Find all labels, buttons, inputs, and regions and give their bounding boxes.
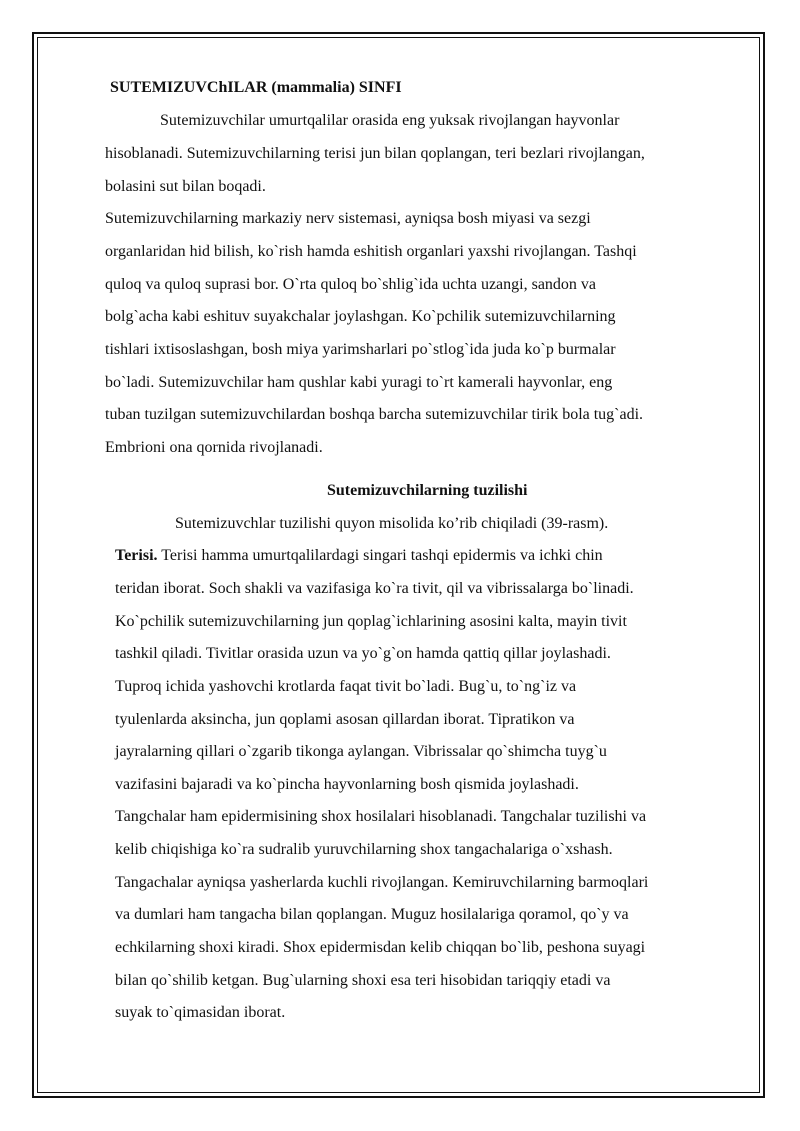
- paragraph-line: suyak to`qimasidan iborat.: [115, 1004, 286, 1021]
- paragraph-line: Tuproq ichida yashovchi krotlarda faqat tivit bo`ladi. Bug`u, to`ng`iz va: [115, 678, 577, 695]
- paragraph-line: hisoblanadi. Sutemizuvchilarning terisi jun bilan qoplangan, teri bezlari rivojlangan,: [105, 145, 645, 162]
- paragraph-line: echkilarning shoxi kiradi. Shox epidermisdan kelib chiqqan bo`lib, peshona suyagi: [115, 939, 646, 956]
- paragraph-line: Tangachalar ayniqsa yasherlarda kuchli rivojlangan. Kemiruvchilarning barmoqlari: [115, 874, 649, 891]
- paragraph-line: teridan iborat. Soch shakli va vazifasiga ko`ra tivit, qil va vibrissalarga bo`linadi.: [115, 580, 634, 597]
- paragraph-line: organlaridan hid bilish, ko`rish hamda eshitish organlari yaxshi rivojlangan. Tashqi: [105, 243, 637, 260]
- paragraph-line: quloq va quloq suprasi bor. O`rta quloq bo`shlig`ida uchta uzangi, sandon va: [105, 276, 597, 293]
- paragraph-line: bolasini sut bilan boqadi.: [105, 178, 266, 195]
- paragraph-line: Embrioni ona qornida rivojlanadi.: [105, 439, 323, 456]
- paragraph-line: Tangchalar ham epidermisining shox hosilalari hisoblanadi. Tangchalar tuzilishi va: [115, 808, 647, 825]
- paragraph-line: tuban tuzilgan sutemizuvchilardan boshqa barcha sutemizuvchilar tirik bola tug`adi.: [105, 406, 644, 423]
- paragraph-line: bo`ladi. Sutemizuvchilar ham qushlar kabi yuragi to`rt kamerali hayvonlar, eng: [105, 374, 613, 391]
- paragraph-line: tishlari ixtisoslashgan, bosh miya yarimsharlari po`stlog`ida juda ko`p burmalar: [105, 341, 616, 358]
- skin-first-line: Terisi hamma umurtqalilardagi singari tashqi epidermis va ichki chin: [157, 547, 603, 564]
- paragraph-line: Sutemizuvchilar umurtqalilar orasida eng yuksak rivojlangan hayvonlar: [160, 112, 620, 129]
- paragraph-line: va dumlari ham tangacha bilan qoplangan. Muguz hosilalariga qoramol, qo`y va: [115, 906, 629, 923]
- paragraph-line: kelib chiqishiga ko`ra sudralib yuruvchilarning shox tangachalariga o`xshash.: [115, 841, 613, 858]
- paragraph-line: vazifasini bajaradi va ko`pincha hayvonlarning bosh qismida joylashadi.: [115, 776, 579, 793]
- section-intro: Sutemizuvchlar tuzilishi quyon misolida ko’rib chiqiladi (39-rasm).: [175, 515, 609, 532]
- page-title: SUTEMIZUVChILAR (mammalia) SINFI: [110, 79, 402, 96]
- paragraph-line: Ko`pchilik sutemizuvchilarning jun qoplag`ichlarining asosini kalta, mayin tivit: [115, 613, 627, 630]
- paragraph-line: Sutemizuvchilarning markaziy nerv sistemasi, ayniqsa bosh miyasi va sezgi: [105, 210, 591, 227]
- paragraph-line: bolg`acha kabi eshituv suyakchalar joylashgan. Ko`pchilik sutemizuvchilarning: [105, 308, 616, 325]
- paragraph-line: bilan qo`shilib ketgan. Bug`ularning shoxi esa teri hisobidan tariqqiy etadi va: [115, 972, 611, 989]
- paragraph-line: tashkil qiladi. Tivitlar orasida uzun va yo`g`on hamda qattiq qillar joylashadi.: [115, 645, 611, 662]
- paragraph-line: tyulenlarda aksincha, jun qoplami asosan qillardan iborat. Tipratikon va: [115, 711, 575, 728]
- paragraph-line: [115, 546, 603, 566]
- section-title: Sutemizuvchilarning tuzilishi: [327, 482, 528, 499]
- skin-label: Terisi.: [115, 547, 158, 564]
- paragraph-line: jayralarning qillari o`zgarib tikonga aylangan. Vibrissalar qo`shimcha tuyg`u: [115, 743, 607, 760]
